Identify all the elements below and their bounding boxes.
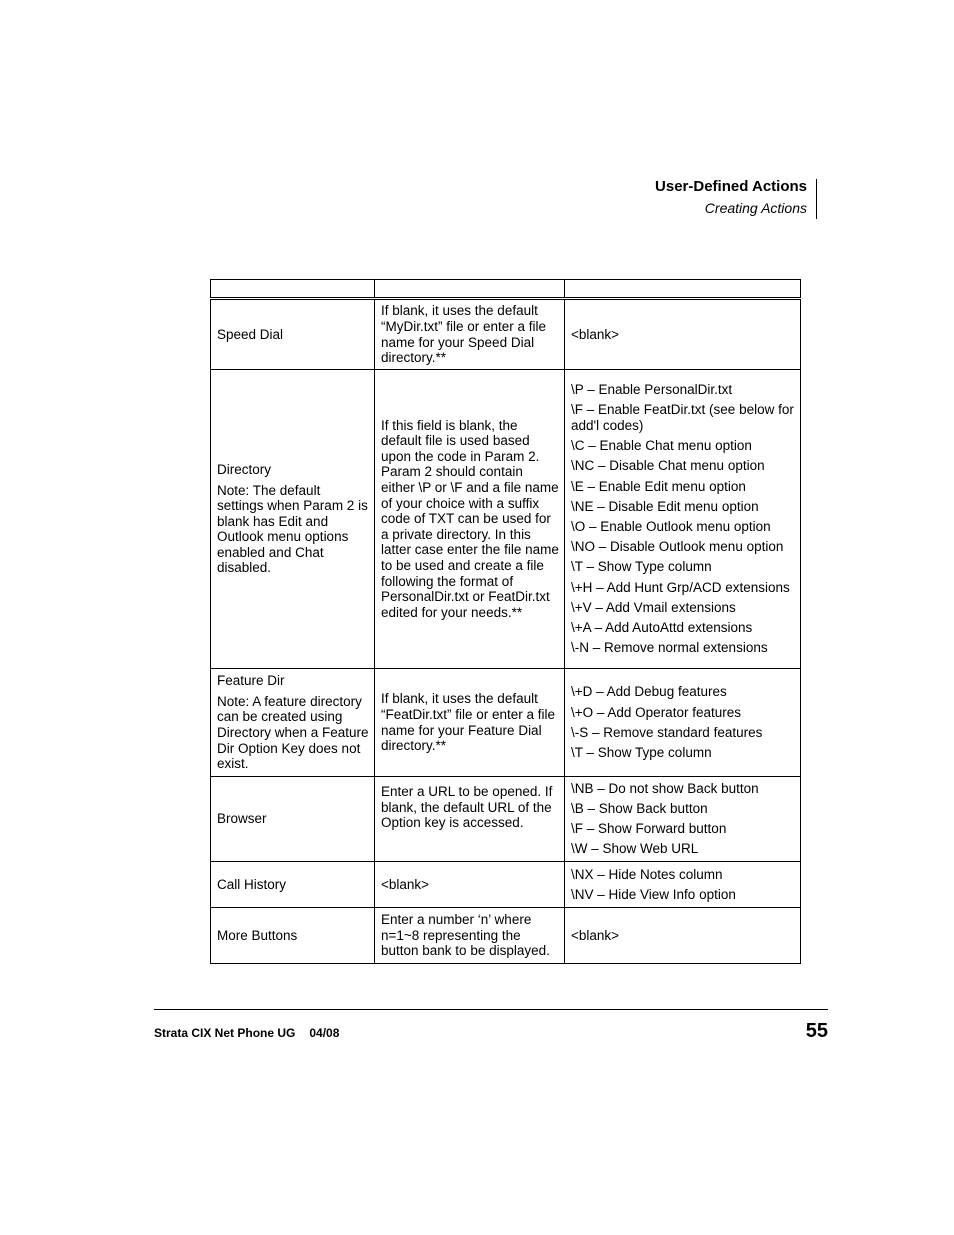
action-name-cell: [211, 299, 375, 370]
action-name: Browser: [217, 811, 267, 827]
option-code: \W – Show Web URL: [571, 841, 699, 857]
param2-cell: If blank, it uses the default “MyDir.txt” file or enter a file name for your Speed Dial directory.**: [375, 299, 565, 370]
param2-cell: Enter a number ‘n’ where n=1~8 representing the button bank to be displayed.: [375, 908, 565, 964]
option-code: \C – Enable Chat menu option: [571, 438, 752, 454]
header-cell: [565, 280, 801, 299]
option-code: \T – Show Type column: [571, 744, 712, 760]
option-code: \E – Enable Edit menu option: [571, 478, 746, 494]
param2-cell: If blank, it uses the default “FeatDir.txt” file or enter a file name for your Feature Dial directory.**: [375, 669, 565, 777]
table-row-feature-dir: [211, 669, 801, 777]
option-code: \F – Show Forward button: [571, 821, 727, 837]
option-code: <blank>: [571, 326, 620, 342]
option-code: \NE – Disable Edit menu option: [571, 498, 759, 514]
section-subtitle: Creating Actions: [704, 200, 807, 216]
options-cell: [565, 370, 801, 669]
table-row-speed-dial: [211, 299, 801, 370]
option-code: \NV – Hide View Info option: [571, 886, 736, 902]
options-cell: [565, 862, 801, 908]
options-cell: [565, 777, 801, 862]
section-title: User-Defined Actions: [655, 178, 807, 195]
action-name-cell: [211, 669, 375, 777]
table-row-directory: [211, 370, 801, 669]
action-name-cell: [211, 862, 375, 908]
action-name: Directory: [217, 461, 272, 477]
option-code: \+A – Add AutoAttd extensions: [571, 619, 753, 635]
param2-cell: Enter a URL to be opened. If blank, the default URL of the Option key is accessed.: [375, 777, 565, 862]
option-code: \NX – Hide Notes column: [571, 866, 723, 882]
option-code: <blank>: [571, 927, 620, 943]
option-code: \+D – Add Debug features: [571, 684, 727, 700]
running-head: [655, 177, 817, 219]
option-code: \B – Show Back button: [571, 801, 708, 817]
action-name-cell: [211, 777, 375, 862]
option-code: \-N – Remove normal extensions: [571, 640, 768, 656]
action-name: Feature Dir: [217, 673, 285, 689]
option-code: \P – Enable PersonalDir.txt: [571, 382, 733, 398]
option-code: \+O – Add Operator features: [571, 704, 741, 720]
option-code: \+V – Add Vmail extensions: [571, 599, 736, 615]
action-name-cell: [211, 908, 375, 964]
action-name: Call History: [217, 876, 287, 892]
action-name: More Buttons: [217, 927, 298, 943]
header-cell: [211, 280, 375, 299]
footer-date: 04/08: [309, 1026, 340, 1040]
page-number: 55: [805, 1020, 828, 1042]
header-cell: [375, 280, 565, 299]
running-head-rule: [816, 179, 817, 219]
footer-doc-info: [154, 1026, 339, 1040]
option-code: \-S – Remove standard features: [571, 724, 763, 740]
table-header-row: [211, 280, 801, 299]
footer-rule: [154, 1009, 828, 1010]
option-code: \NC – Disable Chat menu option: [571, 458, 765, 474]
option-code: \+H – Add Hunt Grp/ACD extensions: [571, 579, 790, 595]
table-row-browser: [211, 777, 801, 862]
param2-cell: <blank>: [375, 862, 565, 908]
options-cell: [565, 299, 801, 370]
footer-doc-title: Strata CIX Net Phone UG: [154, 1026, 296, 1040]
param2-cell: If this field is blank, the default file is used based upon the code in Param 2. Param 2 should contain either \P or \F and a file name of your choice with a suffix code of TXT can be used for a private directory. In this latter case enter the file name to be used and create a file following the format of PersonalDir.txt or FeatDir.txt edited for your needs.**: [375, 370, 565, 669]
option-code: \F – Enable FeatDir.txt (see below for add'l codes): [571, 402, 794, 434]
option-code: \NB – Do not show Back button: [571, 780, 759, 796]
action-note: Note: The default settings when Param 2 is blank has Edit and Outlook menu options enabled and Chat disabled.: [217, 482, 368, 576]
action-note: Note: A feature directory can be created using Directory when a Feature Dir Option Key does not exist.: [217, 693, 369, 772]
options-cell: [565, 669, 801, 777]
option-code: \T – Show Type column: [571, 559, 712, 575]
option-code: \O – Enable Outlook menu option: [571, 519, 771, 534]
action-name: Speed Dial: [217, 326, 284, 342]
option-code: \NO – Disable Outlook menu option: [571, 539, 784, 555]
table-row-call-history: [211, 862, 801, 908]
action-name-cell: [211, 370, 375, 669]
actions-table: [210, 279, 801, 964]
table-row-more-buttons: [211, 908, 801, 964]
options-cell: [565, 908, 801, 964]
